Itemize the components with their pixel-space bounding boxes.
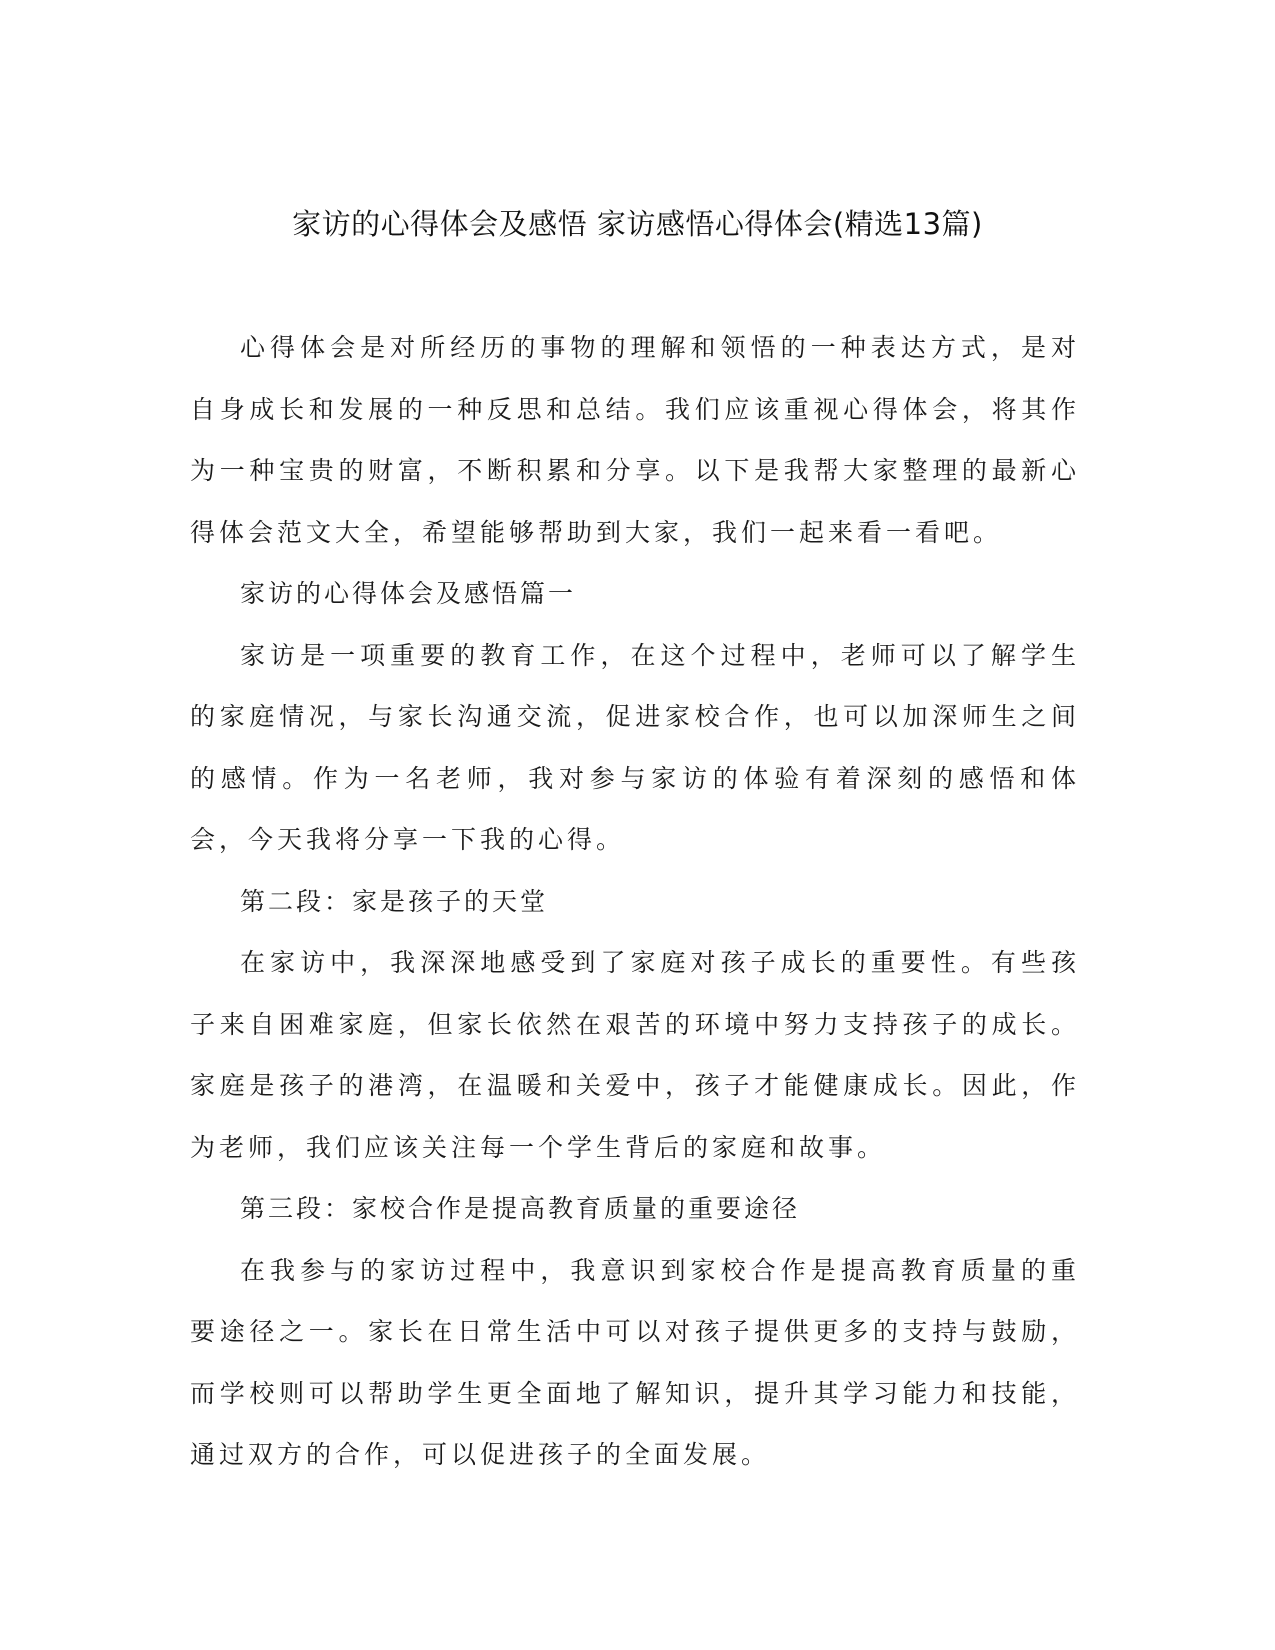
intro-paragraph: 心得体会是对所经历的事物的理解和领悟的一种表达方式，是对自身成长和发展的一种反思和总结。我们应该重视心得体会，将其作为一种宝贵的财富，不断积累和分享。以下是我帮大家整理的最新心得体会范文大全，希望能够帮助到大家，我们一起来看一看吧。 [190,333,1080,547]
body-paragraph: 在我参与的家访过程中，我意识到家校合作是提高教育质量的重要途径之一。家长在日常生活中可以对孩子提供更多的支持与鼓励，而学校则可以帮助学生更全面地了解知识，提升其学习能力和技能，通过双方的合作，可以促进孩子的全面发展。 [190,1255,1080,1469]
document-body [190,317,1080,1486]
section-heading: 第三段：家校合作是提高教育质量的重要途径 [240,1194,801,1223]
body-paragraph: 在家访中，我深深地感受到了家庭对孩子成长的重要性。有些孩子来自困难家庭，但家长依然在艰苦的环境中努力支持孩子的成长。家庭是孩子的港湾，在温暖和关爱中，孩子才能健康成长。因此，作为老师，我们应该关注每一个学生背后的家庭和故事。 [190,948,1080,1162]
section-heading: 家访的心得体会及感悟篇一 [240,579,577,608]
section-heading: 第二段：家是孩子的天堂 [240,886,549,916]
document-title: 家访的心得体会及感悟 家访感悟心得体会(精选13篇) [292,207,983,241]
body-paragraph: 家访是一项重要的教育工作，在这个过程中，老师可以了解学生的家庭情况，与家长沟通交流，促进家校合作，也可以加深师生之间的感情。作为一名老师，我对参与家访的体验有着深刻的感悟和体会，今天我将分享一下我的心得。 [190,640,1080,854]
